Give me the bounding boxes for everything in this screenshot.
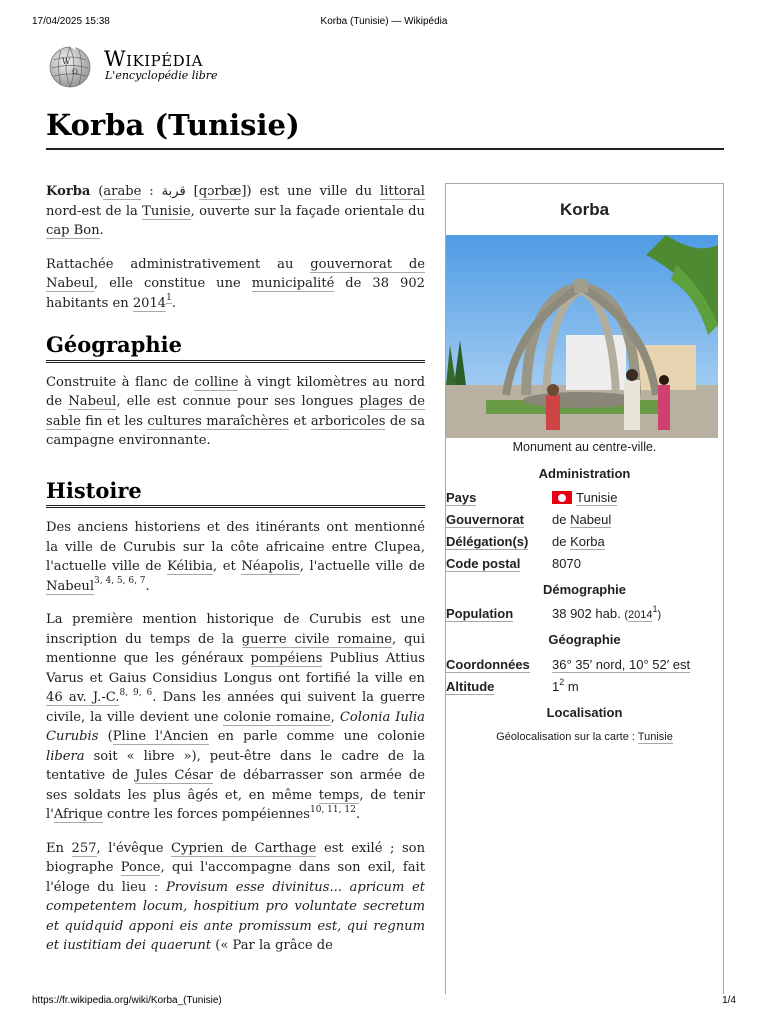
- geographie-paragraph: Construite à flanc de colline à vingt kilomètres au nord de Nabeul, elle est connue pour ses longues plages de sable fin et les cultures maraîchères et arboricoles de sa campagne environnante.: [46, 374, 425, 448]
- link-korba-infobox[interactable]: Korba: [570, 534, 605, 549]
- link-guerre-civile-romaine[interactable]: guerre civile romaine: [241, 631, 393, 647]
- infobox-section-demographie: Démographie: [542, 582, 627, 597]
- histoire-paragraph-2: La première mention historique de Curubis est une inscription du temps de la guerre civile romaine, qui mentionne que les généraux pompéiens Publius Attius Varus et Gaius Considius Longus ont fortifié la ville en 46 av. J.-C.$^{8, 9, 6}$. Dans les années qui suivent la guerre civile, la ville devient une colonie romaine, Colonia Iulia Curubis (Pline l'Ancien en parle comme une colonie libera soit « libre »), peut-être dans le cadre de la tentative de Jules César de débarrasser son armée de ses soldats les plus âgés et, en même temps, de tenir l'Afrique contre les forces pompéiennes$^{10, 11, 12}$.: [46, 612, 426, 822]
- infobox-section-localisation: Localisation: [546, 705, 623, 720]
- histoire-paragraph-3: En 257, l'évêque Cyprien de Carthage est exilé ; son biographe Ponce, qui l'accompagne dans son exil, fait l'éloge du lieu : Provisum esse divinitus... apricum et competentem locum, hospitium pro voluntate secretum et quidquid apponi eis ante promissum est, qui regnum et iustitiam dei quaerunt (« Par la grâce de: [46, 840, 426, 953]
- article-body: [46, 182, 425, 970]
- link-neapolis[interactable]: Néapolis: [241, 559, 300, 574]
- link-46-av-jc[interactable]: 46 av. J.-C.: [46, 690, 120, 705]
- print-footer: [32, 995, 736, 1009]
- tunisia-flag-icon: [552, 491, 572, 504]
- infobox-label[interactable]: Altitude: [446, 679, 495, 694]
- infobox-section-administration: Administration: [538, 466, 631, 481]
- svg-text:W: W: [62, 57, 71, 66]
- infobox-row-coordonnees: [446, 657, 723, 675]
- infobox-row-altitude: Altitude $1^2$ m: [446, 676, 579, 694]
- link-2014[interactable]: 2014: [132, 295, 167, 311]
- geolocation-line: Géolocalisation sur la carte : Tunisie: [496, 731, 673, 743]
- infobox-label[interactable]: Délégation(s): [446, 534, 529, 549]
- infobox-label[interactable]: Gouvernorat: [446, 512, 525, 527]
- link-cultures-maraicheres[interactable]: cultures maraîchères: [147, 413, 289, 429]
- print-page-title: Korba (Tunisie) — Wikipédia: [320, 16, 448, 27]
- link-colline[interactable]: colline: [194, 374, 239, 390]
- wikipedia-wordmark: Wikipédia: [104, 47, 203, 71]
- link-afrique[interactable]: Afrique: [53, 807, 103, 822]
- infobox-label[interactable]: Pays: [446, 490, 477, 505]
- section-heading-histoire: Histoire: [46, 481, 425, 509]
- reference-group[interactable]: 10, 11, 12: [310, 804, 356, 815]
- link-pompeiens[interactable]: pompéiens: [250, 651, 323, 666]
- photo-caption: Monument au centre-ville.: [512, 440, 657, 454]
- link-pline-l-ancien[interactable]: Pline l'Ancien: [112, 729, 209, 744]
- reference-1[interactable]: 1: [166, 293, 172, 304]
- link-population-year[interactable]: 2014: [627, 609, 653, 621]
- link-nabeul[interactable]: Nabeul: [68, 394, 117, 409]
- reference-group[interactable]: 3, 4, 5, 6, 7: [94, 576, 146, 587]
- intro-paragraph-2: Rattachée administrativement au gouvernorat de Nabeul, elle constitue une municipalité de 38 902 habitants en 2014$^1$.: [46, 256, 425, 311]
- link-temps[interactable]: temps: [318, 787, 360, 803]
- page-title: Korba (Tunisie): [46, 108, 300, 142]
- link-geoloc-tunisie[interactable]: Tunisie: [637, 731, 673, 743]
- link-ponce[interactable]: Ponce: [120, 860, 161, 875]
- article-subject: Korba: [46, 184, 91, 199]
- wikipedia-tagline: L'encyclopédie libre: [105, 69, 218, 82]
- infobox-row-pays: [446, 490, 723, 508]
- print-url: https://fr.wikipedia.org/wiki/Korba_(Tunisie): [32, 995, 222, 1006]
- svg-text:Ω: Ω: [72, 68, 78, 76]
- link-cap-bon[interactable]: cap Bon: [46, 223, 100, 238]
- link-kelibia[interactable]: Kélibia: [167, 559, 214, 574]
- reference-group[interactable]: 8, 9, 6: [119, 687, 153, 698]
- infobox-row-gouvernorat: Gouvernorat de Nabeul: [446, 512, 612, 527]
- link-nabeul-2[interactable]: Nabeul: [46, 578, 95, 594]
- link-arboricoles[interactable]: arboricoles: [310, 413, 386, 429]
- wikipedia-globe-icon: [46, 44, 94, 88]
- link-gouvernorat-nabeul[interactable]: gouvernorat de Nabeul: [46, 256, 425, 291]
- link-arabe[interactable]: arabe: [103, 184, 142, 199]
- link-littoral[interactable]: littoral: [379, 184, 425, 199]
- infobox-title: Korba: [559, 200, 610, 219]
- intro-paragraph-1: Korba (arabe : قربة [qɔrbæ]) est une ville du littoral nord-est de la Tunisie, ouverte sur la façade orientale du cap Bon.: [46, 184, 425, 238]
- link-tunisie[interactable]: Tunisie: [142, 203, 191, 219]
- title-divider: [46, 148, 724, 150]
- infobox-row-delegation: Délégation(s) de Korba: [446, 534, 605, 549]
- link-nabeul-infobox[interactable]: Nabeul: [570, 512, 612, 527]
- print-datetime: 17/04/2025 15:38: [32, 16, 110, 27]
- link-pronunciation[interactable]: qɔrbæ: [198, 184, 242, 199]
- link-colonie-romaine[interactable]: colonie romaine: [223, 709, 331, 725]
- section-heading-geographie: Géographie: [46, 335, 425, 363]
- infobox-label[interactable]: Population: [446, 606, 514, 621]
- reference-1[interactable]: 1: [652, 604, 658, 615]
- print-page-number: 1/4: [722, 995, 736, 1006]
- print-header: [32, 16, 736, 30]
- infobox-section-geographie: Géographie: [548, 632, 621, 647]
- monument-photo[interactable]: [446, 235, 718, 438]
- infobox-row-code-postal: Code postal 8070: [446, 556, 581, 571]
- link-jules-cesar[interactable]: Jules César: [135, 768, 213, 783]
- infobox-label[interactable]: Coordonnées: [446, 657, 530, 672]
- link-plages-de-sable[interactable]: plages de sable: [46, 394, 425, 429]
- link-coordinates[interactable]: 36° 35′ nord, 10° 52′ est: [552, 657, 691, 672]
- infobox-label[interactable]: Code postal: [446, 556, 521, 571]
- link-cyprien-de-carthage[interactable]: Cyprien de Carthage: [171, 840, 317, 856]
- link-municipalite[interactable]: municipalité: [251, 276, 335, 291]
- infobox: [445, 183, 724, 994]
- link-257[interactable]: 257: [71, 840, 97, 856]
- reference-2[interactable]: 2: [559, 676, 565, 687]
- histoire-paragraph-1: Des anciens historiens et des itinérants ont mentionné la ville de Curubis sur la côte africaine entre Clupea, l'actuelle ville de Kélibia, et Néapolis, l'actuelle ville de Nabeul$^{3, 4, 5, 6, 7}$.: [46, 520, 425, 594]
- wikipedia-logo[interactable]: [46, 44, 286, 90]
- link-tunisie-infobox[interactable]: Tunisie: [576, 490, 618, 505]
- infobox-row-population: Population 38 902 hab. (2014$^1$): [446, 604, 662, 621]
